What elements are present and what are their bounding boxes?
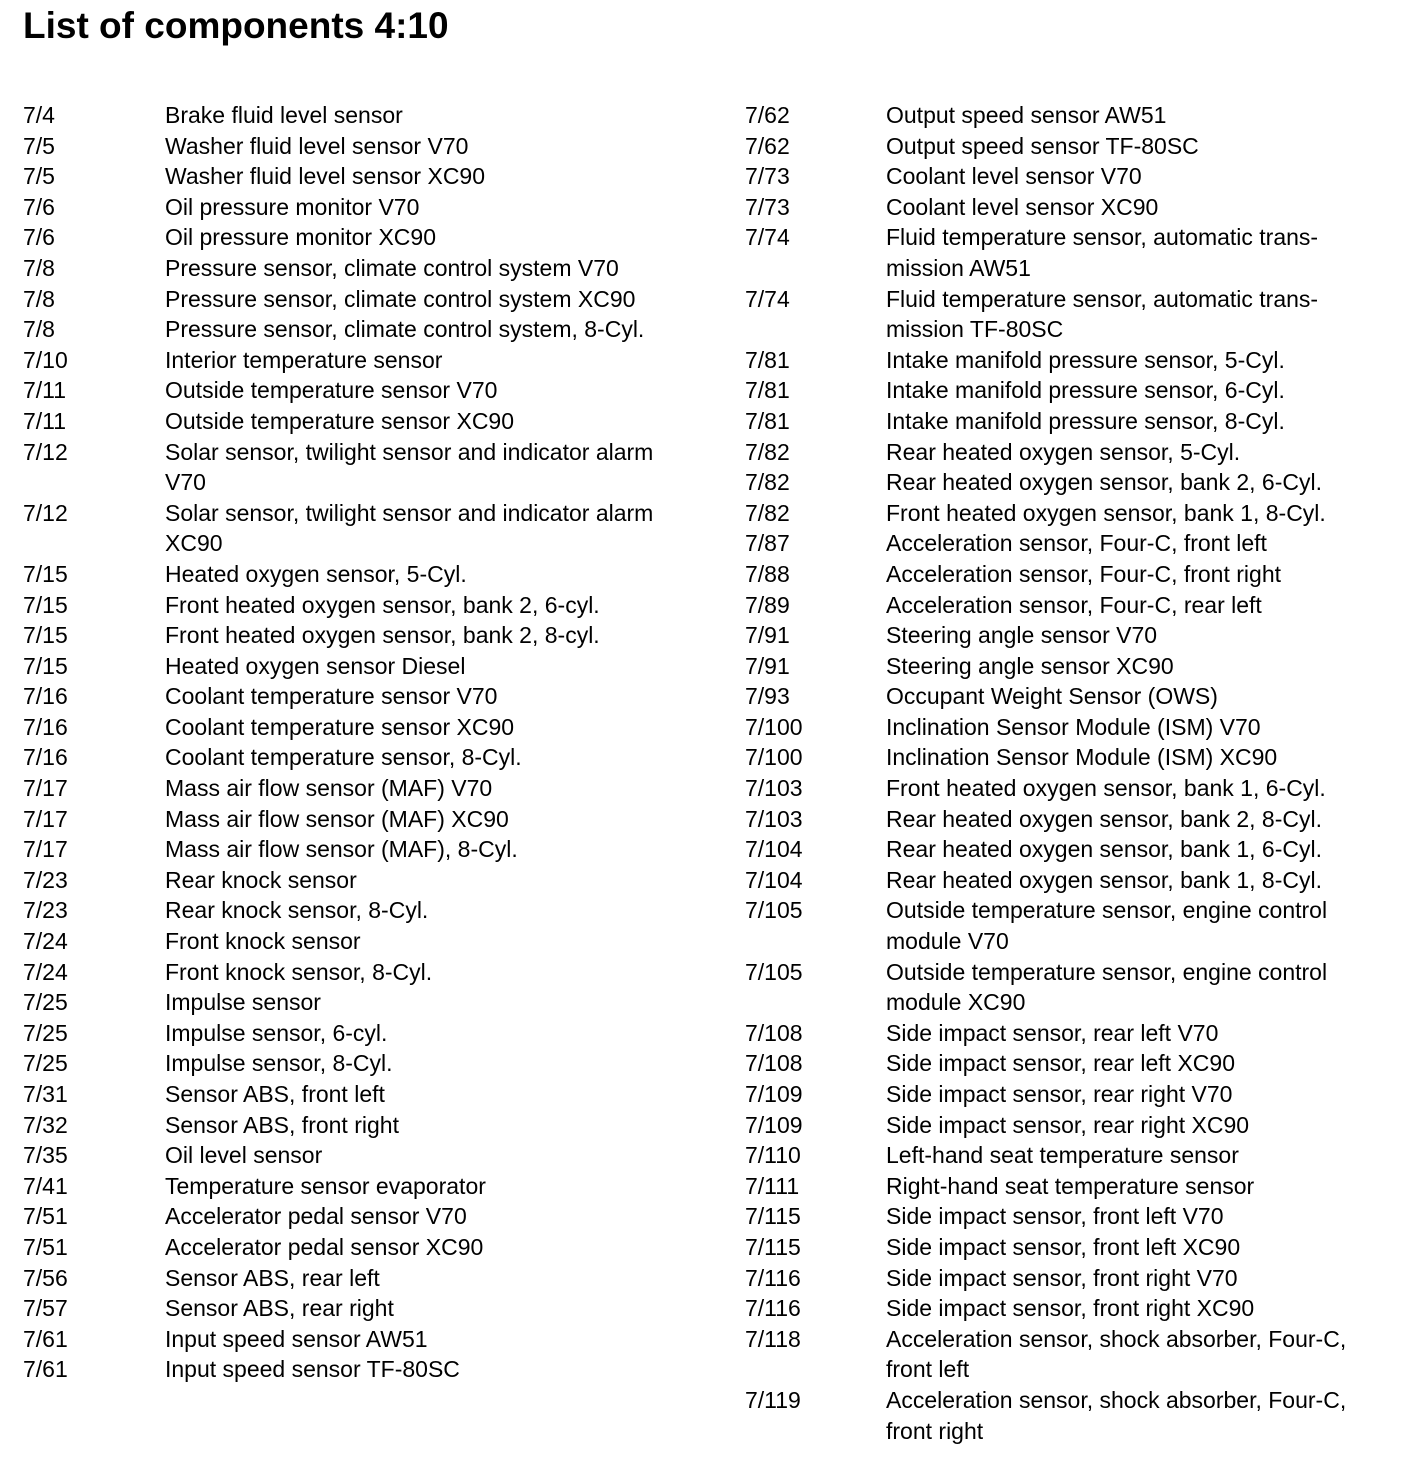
component-entry bbox=[23, 681, 723, 712]
component-code: 7/24 bbox=[23, 958, 68, 985]
component-entry bbox=[745, 742, 1405, 773]
component-description: Rear heated oxygen sensor, bank 1, 6-Cyl. bbox=[886, 836, 1322, 863]
component-entry bbox=[745, 1140, 1405, 1171]
component-entry bbox=[23, 498, 723, 559]
component-code: 7/17 bbox=[23, 775, 68, 802]
component-code: 7/15 bbox=[23, 591, 68, 618]
component-description: Pressure sensor, climate control system XC90 bbox=[165, 285, 636, 312]
component-code: 7/88 bbox=[745, 560, 790, 587]
component-description: Brake fluid level sensor bbox=[165, 102, 403, 128]
component-description: Front knock sensor, 8-Cyl. bbox=[165, 958, 433, 985]
component-entry bbox=[23, 375, 723, 406]
component-code: 7/108 bbox=[745, 1050, 803, 1077]
component-description: Steering angle sensor XC90 bbox=[886, 652, 1174, 679]
component-code: 7/17 bbox=[23, 836, 68, 863]
component-entry bbox=[745, 1232, 1405, 1263]
component-code: 7/31 bbox=[23, 1081, 68, 1107]
component-entry bbox=[23, 437, 723, 498]
component-description: Rear knock sensor bbox=[165, 866, 357, 893]
component-code: 7/25 bbox=[23, 989, 68, 1016]
component-entry bbox=[745, 957, 1405, 1018]
component-description: Side impact sensor, front right V70 bbox=[886, 1264, 1238, 1291]
component-code: 7/82 bbox=[745, 499, 790, 526]
component-code: 7/12 bbox=[23, 499, 68, 526]
component-entry bbox=[745, 406, 1405, 437]
component-entry bbox=[745, 1385, 1405, 1446]
component-entry bbox=[745, 1079, 1405, 1110]
component-description: Impulse sensor bbox=[165, 989, 321, 1016]
component-code: 7/119 bbox=[745, 1386, 801, 1413]
component-description: Fluid temperature sensor, automatic trans- mission TF-80SC bbox=[886, 285, 1319, 343]
component-code: 7/8 bbox=[23, 254, 55, 281]
component-description: Oil pressure monitor V70 bbox=[165, 193, 420, 220]
component-description: Coolant level sensor XC90 bbox=[886, 193, 1159, 220]
component-description: Acceleration sensor, shock absorber, Four-C, front right bbox=[886, 1386, 1347, 1444]
component-description: Left-hand seat temperature sensor bbox=[886, 1142, 1239, 1169]
component-entry bbox=[23, 1232, 723, 1263]
component-description: Front heated oxygen sensor, bank 2, 8-cyl. bbox=[165, 622, 600, 649]
component-entry bbox=[23, 1354, 723, 1385]
component-code: 7/5 bbox=[23, 163, 55, 190]
component-entry bbox=[745, 681, 1405, 712]
component-description: Sensor ABS, rear left bbox=[165, 1264, 380, 1291]
component-entry bbox=[23, 865, 723, 896]
component-description: Outside temperature sensor V70 bbox=[165, 377, 498, 404]
component-entry bbox=[745, 528, 1405, 559]
component-code: 7/109 bbox=[745, 1081, 803, 1107]
component-entry bbox=[745, 498, 1405, 529]
component-entry bbox=[745, 437, 1405, 468]
component-entry bbox=[23, 1048, 723, 1079]
component-description: Outside temperature sensor, engine control module V70 bbox=[886, 897, 1328, 955]
component-description: Solar sensor, twilight sensor and indicator alarm V70 bbox=[165, 438, 654, 496]
component-description: Heated oxygen sensor Diesel bbox=[165, 652, 466, 679]
component-code: 7/73 bbox=[745, 163, 790, 190]
component-entry bbox=[745, 1201, 1405, 1232]
component-code: 7/25 bbox=[23, 1019, 68, 1046]
component-description: Side impact sensor, rear left XC90 bbox=[886, 1050, 1235, 1077]
component-description: Mass air flow sensor (MAF) XC90 bbox=[165, 805, 509, 832]
component-description: Intake manifold pressure sensor, 8-Cyl. bbox=[886, 407, 1285, 434]
component-description: Temperature sensor evaporator bbox=[165, 1172, 486, 1199]
component-code: 7/110 bbox=[745, 1142, 801, 1169]
component-description: Impulse sensor, 6-cyl. bbox=[165, 1019, 388, 1046]
component-description: Impulse sensor, 8-Cyl. bbox=[165, 1050, 393, 1077]
component-code: 7/111 bbox=[745, 1172, 800, 1199]
component-code: 7/10 bbox=[23, 346, 68, 373]
component-code: 7/108 bbox=[745, 1019, 803, 1046]
component-code: 7/104 bbox=[745, 866, 803, 893]
component-code: 7/61 bbox=[23, 1356, 68, 1383]
component-description: Acceleration sensor, shock absorber, Four-C, front left bbox=[886, 1325, 1347, 1383]
component-entry bbox=[23, 712, 723, 743]
component-code: 7/12 bbox=[23, 438, 68, 465]
component-description: Output speed sensor TF-80SC bbox=[886, 132, 1199, 159]
component-entry bbox=[745, 773, 1405, 804]
component-description: Outside temperature sensor, engine control module XC90 bbox=[886, 958, 1328, 1016]
component-description: Side impact sensor, rear right V70 bbox=[886, 1081, 1233, 1107]
component-description: Front knock sensor bbox=[165, 928, 361, 955]
component-description: Front heated oxygen sensor, bank 1, 8-Cyl. bbox=[886, 499, 1326, 526]
component-description: Rear heated oxygen sensor, 5-Cyl. bbox=[886, 438, 1241, 465]
component-entry bbox=[23, 192, 723, 223]
component-description: Intake manifold pressure sensor, 5-Cyl. bbox=[886, 346, 1285, 373]
component-entry bbox=[745, 834, 1405, 865]
component-entry bbox=[23, 131, 723, 162]
component-entry bbox=[745, 620, 1405, 651]
component-code: 7/16 bbox=[23, 713, 68, 740]
component-code: 7/17 bbox=[23, 805, 68, 832]
component-entry bbox=[23, 895, 723, 926]
component-entry bbox=[23, 345, 723, 376]
component-code: 7/82 bbox=[745, 469, 790, 496]
component-entry bbox=[23, 1324, 723, 1355]
component-code: 7/15 bbox=[23, 652, 68, 679]
component-entry bbox=[23, 620, 723, 651]
page-title: List of components 4:10 bbox=[23, 5, 449, 46]
component-entry bbox=[745, 1018, 1405, 1049]
component-description: Coolant level sensor V70 bbox=[886, 163, 1142, 190]
component-description: Heated oxygen sensor, 5-Cyl. bbox=[165, 560, 467, 587]
component-code: 7/56 bbox=[23, 1264, 68, 1291]
component-code: 7/103 bbox=[745, 775, 803, 802]
component-code: 7/15 bbox=[23, 622, 68, 649]
component-entry bbox=[23, 222, 723, 253]
component-entry bbox=[23, 834, 723, 865]
component-description: Front heated oxygen sensor, bank 2, 6-cyl. bbox=[165, 591, 600, 618]
component-description: Input speed sensor TF-80SC bbox=[165, 1356, 460, 1383]
component-entry bbox=[745, 712, 1405, 743]
component-description: Side impact sensor, front left XC90 bbox=[886, 1233, 1241, 1260]
component-code: 7/8 bbox=[23, 316, 55, 343]
component-entry bbox=[745, 222, 1405, 283]
component-code: 7/105 bbox=[745, 897, 803, 924]
component-description: Mass air flow sensor (MAF), 8-Cyl. bbox=[165, 836, 518, 863]
component-entry bbox=[745, 467, 1405, 498]
component-entry bbox=[23, 804, 723, 835]
component-entry bbox=[23, 406, 723, 437]
component-description: Mass air flow sensor (MAF) V70 bbox=[165, 775, 493, 802]
component-code: 7/11 bbox=[23, 377, 67, 404]
component-entry bbox=[745, 131, 1405, 162]
component-description: Fluid temperature sensor, automatic trans- mission AW51 bbox=[886, 224, 1319, 281]
component-description: Sensor ABS, rear right bbox=[165, 1295, 394, 1322]
component-code: 7/91 bbox=[745, 652, 790, 679]
component-entry bbox=[23, 314, 723, 345]
component-code: 7/104 bbox=[745, 836, 803, 863]
component-code: 7/74 bbox=[745, 285, 790, 312]
component-description: Oil pressure monitor XC90 bbox=[165, 224, 436, 251]
component-code: 7/115 bbox=[745, 1233, 801, 1260]
component-code: 7/100 bbox=[745, 713, 803, 740]
component-description: Accelerator pedal sensor V70 bbox=[165, 1203, 467, 1230]
component-code: 7/32 bbox=[23, 1111, 68, 1138]
component-code: 7/116 bbox=[745, 1295, 801, 1322]
component-code: 7/81 bbox=[745, 377, 790, 404]
component-code: 7/51 bbox=[23, 1203, 68, 1230]
component-description: Coolant temperature sensor XC90 bbox=[165, 713, 515, 740]
component-description: Rear heated oxygen sensor, bank 2, 8-Cyl. bbox=[886, 805, 1322, 832]
component-code: 7/81 bbox=[745, 346, 790, 373]
component-code: 7/115 bbox=[745, 1203, 801, 1230]
component-entry bbox=[745, 865, 1405, 896]
component-entry bbox=[745, 375, 1405, 406]
component-entry bbox=[745, 804, 1405, 835]
component-code: 7/89 bbox=[745, 591, 790, 618]
component-code: 7/103 bbox=[745, 805, 803, 832]
component-entry bbox=[23, 100, 723, 131]
component-description: Inclination Sensor Module (ISM) V70 bbox=[886, 713, 1261, 740]
component-code: 7/87 bbox=[745, 530, 790, 557]
component-entry bbox=[745, 284, 1405, 345]
component-code: 7/93 bbox=[745, 683, 790, 710]
component-description: Output speed sensor AW51 bbox=[886, 102, 1167, 128]
component-code: 7/51 bbox=[23, 1233, 68, 1260]
component-code: 7/6 bbox=[23, 193, 55, 220]
component-entry bbox=[745, 1171, 1405, 1202]
component-description: Washer fluid level sensor XC90 bbox=[165, 163, 486, 190]
component-entry bbox=[23, 1079, 723, 1110]
component-code: 7/116 bbox=[745, 1264, 801, 1291]
component-code: 7/23 bbox=[23, 897, 68, 924]
component-entry bbox=[23, 1263, 723, 1294]
component-description: Side impact sensor, rear left V70 bbox=[886, 1019, 1219, 1046]
component-entry bbox=[23, 1293, 723, 1324]
component-description: Washer fluid level sensor V70 bbox=[165, 132, 469, 159]
component-code: 7/62 bbox=[745, 132, 790, 159]
component-code: 7/81 bbox=[745, 407, 790, 434]
component-entry bbox=[23, 926, 723, 957]
component-code: 7/15 bbox=[23, 560, 68, 587]
component-description: Occupant Weight Sensor (OWS) bbox=[886, 683, 1218, 710]
component-entry bbox=[745, 559, 1405, 590]
component-entry bbox=[745, 895, 1405, 956]
component-code: 7/8 bbox=[23, 285, 55, 312]
component-description: Coolant temperature sensor, 8-Cyl. bbox=[165, 744, 522, 771]
component-list-left-column bbox=[23, 100, 723, 1385]
component-description: Input speed sensor AW51 bbox=[165, 1325, 428, 1352]
component-entry bbox=[23, 1140, 723, 1171]
component-description: Side impact sensor, front right XC90 bbox=[886, 1295, 1255, 1322]
component-entry bbox=[745, 1263, 1405, 1294]
component-description: Oil level sensor bbox=[165, 1142, 323, 1169]
component-description: Sensor ABS, front left bbox=[165, 1081, 385, 1107]
component-entry bbox=[23, 1018, 723, 1049]
component-code: 7/41 bbox=[23, 1172, 68, 1199]
component-description: Coolant temperature sensor V70 bbox=[165, 683, 498, 710]
component-entry bbox=[23, 987, 723, 1018]
component-code: 7/4 bbox=[23, 102, 55, 128]
component-code: 7/73 bbox=[745, 193, 790, 220]
component-code: 7/118 bbox=[745, 1325, 801, 1352]
component-code: 7/23 bbox=[23, 866, 68, 893]
component-entry bbox=[23, 773, 723, 804]
component-code: 7/16 bbox=[23, 683, 68, 710]
component-code: 7/25 bbox=[23, 1050, 68, 1077]
component-description: Right-hand seat temperature sensor bbox=[886, 1172, 1255, 1199]
component-code: 7/74 bbox=[745, 224, 790, 251]
component-description: Sensor ABS, front right bbox=[165, 1111, 399, 1138]
component-entry bbox=[745, 1324, 1405, 1385]
component-description: Rear heated oxygen sensor, bank 2, 6-Cyl. bbox=[886, 469, 1322, 496]
component-entry bbox=[745, 590, 1405, 621]
component-entry bbox=[23, 1201, 723, 1232]
component-list-right-column bbox=[745, 100, 1405, 1446]
component-entry bbox=[23, 559, 723, 590]
component-entry bbox=[745, 1293, 1405, 1324]
component-code: 7/6 bbox=[23, 224, 55, 251]
component-code: 7/100 bbox=[745, 744, 803, 771]
component-entry bbox=[23, 590, 723, 621]
component-entry bbox=[23, 1110, 723, 1141]
component-description: Steering angle sensor V70 bbox=[886, 622, 1158, 649]
component-description: Rear knock sensor, 8-Cyl. bbox=[165, 897, 429, 924]
component-entry bbox=[745, 651, 1405, 682]
component-entry bbox=[23, 284, 723, 315]
component-entry bbox=[23, 1171, 723, 1202]
component-entry bbox=[745, 345, 1405, 376]
component-code: 7/82 bbox=[745, 438, 790, 465]
component-code: 7/61 bbox=[23, 1325, 68, 1352]
component-code: 7/5 bbox=[23, 132, 55, 159]
component-code: 7/62 bbox=[745, 102, 790, 128]
component-description: Front heated oxygen sensor, bank 1, 6-Cyl. bbox=[886, 775, 1326, 802]
component-description: Interior temperature sensor bbox=[165, 346, 443, 373]
component-entry bbox=[745, 161, 1405, 192]
component-description: Pressure sensor, climate control system, 8-Cyl. bbox=[165, 316, 645, 343]
component-entry bbox=[23, 957, 723, 988]
component-entry bbox=[23, 742, 723, 773]
component-entry bbox=[23, 253, 723, 284]
component-description: Acceleration sensor, Four-C, front right bbox=[886, 560, 1281, 587]
component-code: 7/16 bbox=[23, 744, 68, 771]
component-code: 7/35 bbox=[23, 1142, 68, 1169]
component-code: 7/24 bbox=[23, 928, 68, 955]
component-description: Acceleration sensor, Four-C, rear left bbox=[886, 591, 1262, 618]
component-code: 7/105 bbox=[745, 958, 803, 985]
component-description: Solar sensor, twilight sensor and indicator alarm XC90 bbox=[165, 499, 654, 557]
component-description: Pressure sensor, climate control system V70 bbox=[165, 254, 619, 281]
component-entry bbox=[23, 161, 723, 192]
component-entry bbox=[23, 651, 723, 682]
component-description: Accelerator pedal sensor XC90 bbox=[165, 1233, 484, 1260]
component-entry bbox=[745, 1048, 1405, 1079]
component-description: Outside temperature sensor XC90 bbox=[165, 407, 515, 434]
component-description: Rear heated oxygen sensor, bank 1, 8-Cyl. bbox=[886, 866, 1322, 893]
component-code: 7/109 bbox=[745, 1111, 803, 1138]
component-entry bbox=[745, 1110, 1405, 1141]
component-description: Acceleration sensor, Four-C, front left bbox=[886, 530, 1267, 557]
component-code: 7/11 bbox=[23, 407, 67, 434]
component-entry bbox=[745, 192, 1405, 223]
component-description: Intake manifold pressure sensor, 6-Cyl. bbox=[886, 377, 1285, 404]
component-description: Side impact sensor, front left V70 bbox=[886, 1203, 1224, 1230]
component-description: Side impact sensor, rear right XC90 bbox=[886, 1111, 1250, 1138]
component-code: 7/91 bbox=[745, 622, 790, 649]
component-entry bbox=[745, 100, 1405, 131]
component-code: 7/57 bbox=[23, 1295, 68, 1322]
component-description: Inclination Sensor Module (ISM) XC90 bbox=[886, 744, 1278, 771]
